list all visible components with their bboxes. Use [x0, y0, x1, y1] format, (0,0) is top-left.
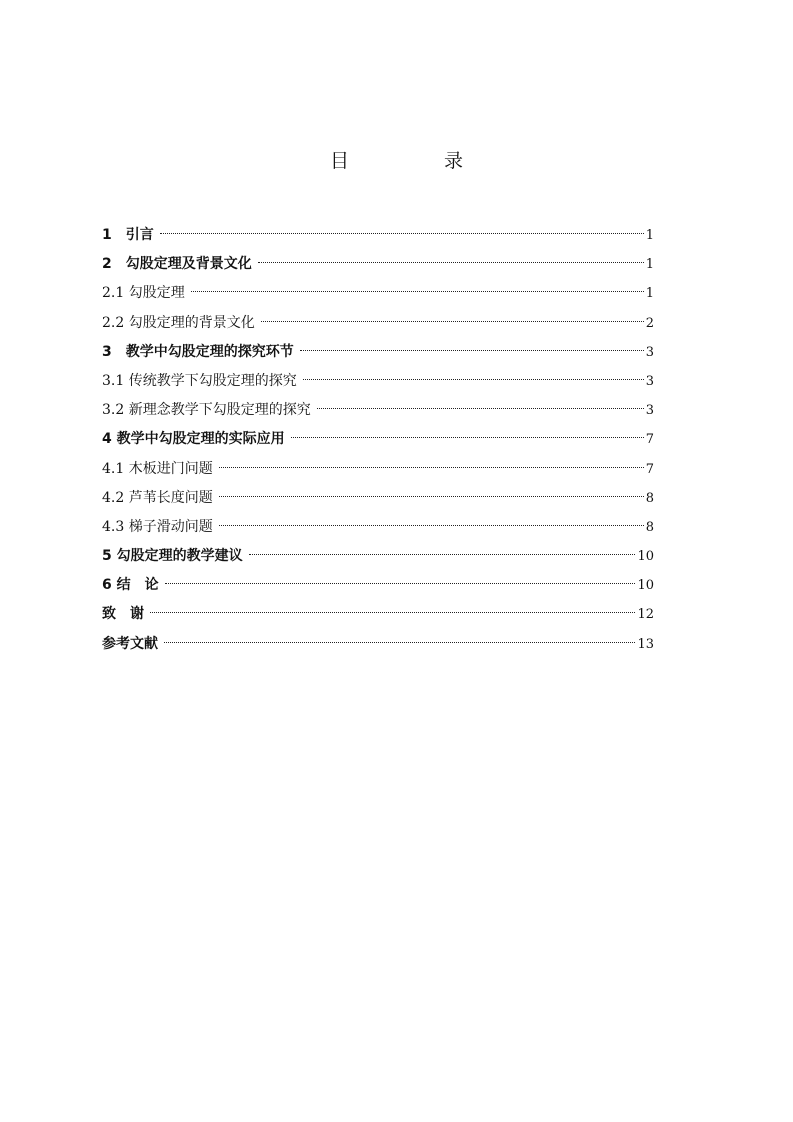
toc-entry-page-number: 1 [645, 228, 654, 243]
toc-dot-leader [300, 350, 644, 351]
toc-entry-page-number: 13 [637, 636, 654, 652]
toc-entry-page-number: 3 [645, 373, 654, 389]
toc-entry[interactable] [102, 225, 654, 254]
toc-dot-leader [261, 321, 644, 322]
toc-dot-leader [219, 496, 644, 497]
toc-entry-label: 4.3 梯子滑动问题 [102, 518, 213, 535]
toc-entry-page-number: 7 [645, 432, 654, 448]
toc-dot-leader [303, 379, 644, 380]
toc-dot-leader [258, 262, 644, 263]
toc-dot-leader [291, 437, 644, 438]
toc-entry-label: 1 引言 [102, 227, 154, 243]
toc-dot-leader [165, 583, 636, 584]
toc-entry-page-number: 10 [637, 578, 654, 594]
toc-entry-page-number: 1 [645, 257, 654, 273]
toc-entry[interactable] [102, 575, 654, 604]
toc-entry-label: 4.1 木板进门问题 [102, 460, 213, 477]
toc-entry-page-number: 8 [645, 519, 654, 535]
toc-dot-leader [160, 233, 644, 234]
toc-entry-label: 2 勾股定理及背景文化 [102, 256, 252, 273]
toc-entry-page-number: 10 [637, 549, 654, 565]
toc-dot-leader [249, 554, 636, 555]
toc-entry[interactable] [102, 488, 654, 517]
toc-entry-label: 参考文献 [102, 635, 158, 652]
toc-entry-page-number: 2 [645, 315, 654, 331]
toc-entry[interactable] [102, 546, 654, 575]
toc-entry-page-number: 1 [645, 286, 654, 302]
toc-entry-page-number: 3 [645, 344, 654, 360]
toc-entry-label: 2.2 勾股定理的背景文化 [102, 314, 255, 331]
toc-entry-label: 5 勾股定理的教学建议 [102, 548, 243, 565]
toc-entry[interactable] [102, 459, 654, 488]
toc-dot-leader [191, 291, 644, 292]
toc-entry[interactable] [102, 517, 654, 546]
toc-entry[interactable] [102, 342, 654, 371]
toc-entry-label: 3 教学中勾股定理的探究环节 [102, 343, 294, 360]
toc-entry-label: 4.2 芦苇长度问题 [102, 489, 213, 506]
toc-entry-label: 致 谢 [102, 606, 144, 623]
toc-entry-label: 6 结 论 [102, 577, 159, 594]
toc-entry-page-number: 7 [645, 461, 654, 477]
toc-entry[interactable] [102, 604, 654, 633]
toc-entry[interactable] [102, 371, 654, 400]
toc-entry-page-number: 3 [645, 403, 654, 419]
toc-entry[interactable] [102, 283, 654, 312]
toc-entry[interactable] [102, 400, 654, 429]
toc-entry[interactable] [102, 634, 654, 663]
toc-dot-leader [164, 642, 635, 643]
toc-dot-leader [317, 408, 644, 409]
table-of-contents [102, 225, 654, 663]
toc-entry-page-number: 12 [637, 607, 654, 623]
toc-entry[interactable] [102, 313, 654, 342]
toc-entry[interactable] [102, 429, 654, 458]
toc-dot-leader [150, 612, 635, 613]
toc-dot-leader [219, 525, 644, 526]
toc-entry-label: 4 教学中勾股定理的实际应用 [102, 431, 285, 448]
page-title: 目 录 [329, 150, 501, 172]
toc-entry-label: 3.2 新理念教学下勾股定理的探究 [102, 402, 311, 419]
toc-entry-label: 2.1 勾股定理 [102, 285, 185, 302]
toc-entry-page-number: 8 [645, 490, 654, 506]
toc-dot-leader [219, 467, 644, 468]
toc-entry[interactable] [102, 254, 654, 283]
toc-entry-label: 3.1 传统教学下勾股定理的探究 [102, 372, 297, 389]
